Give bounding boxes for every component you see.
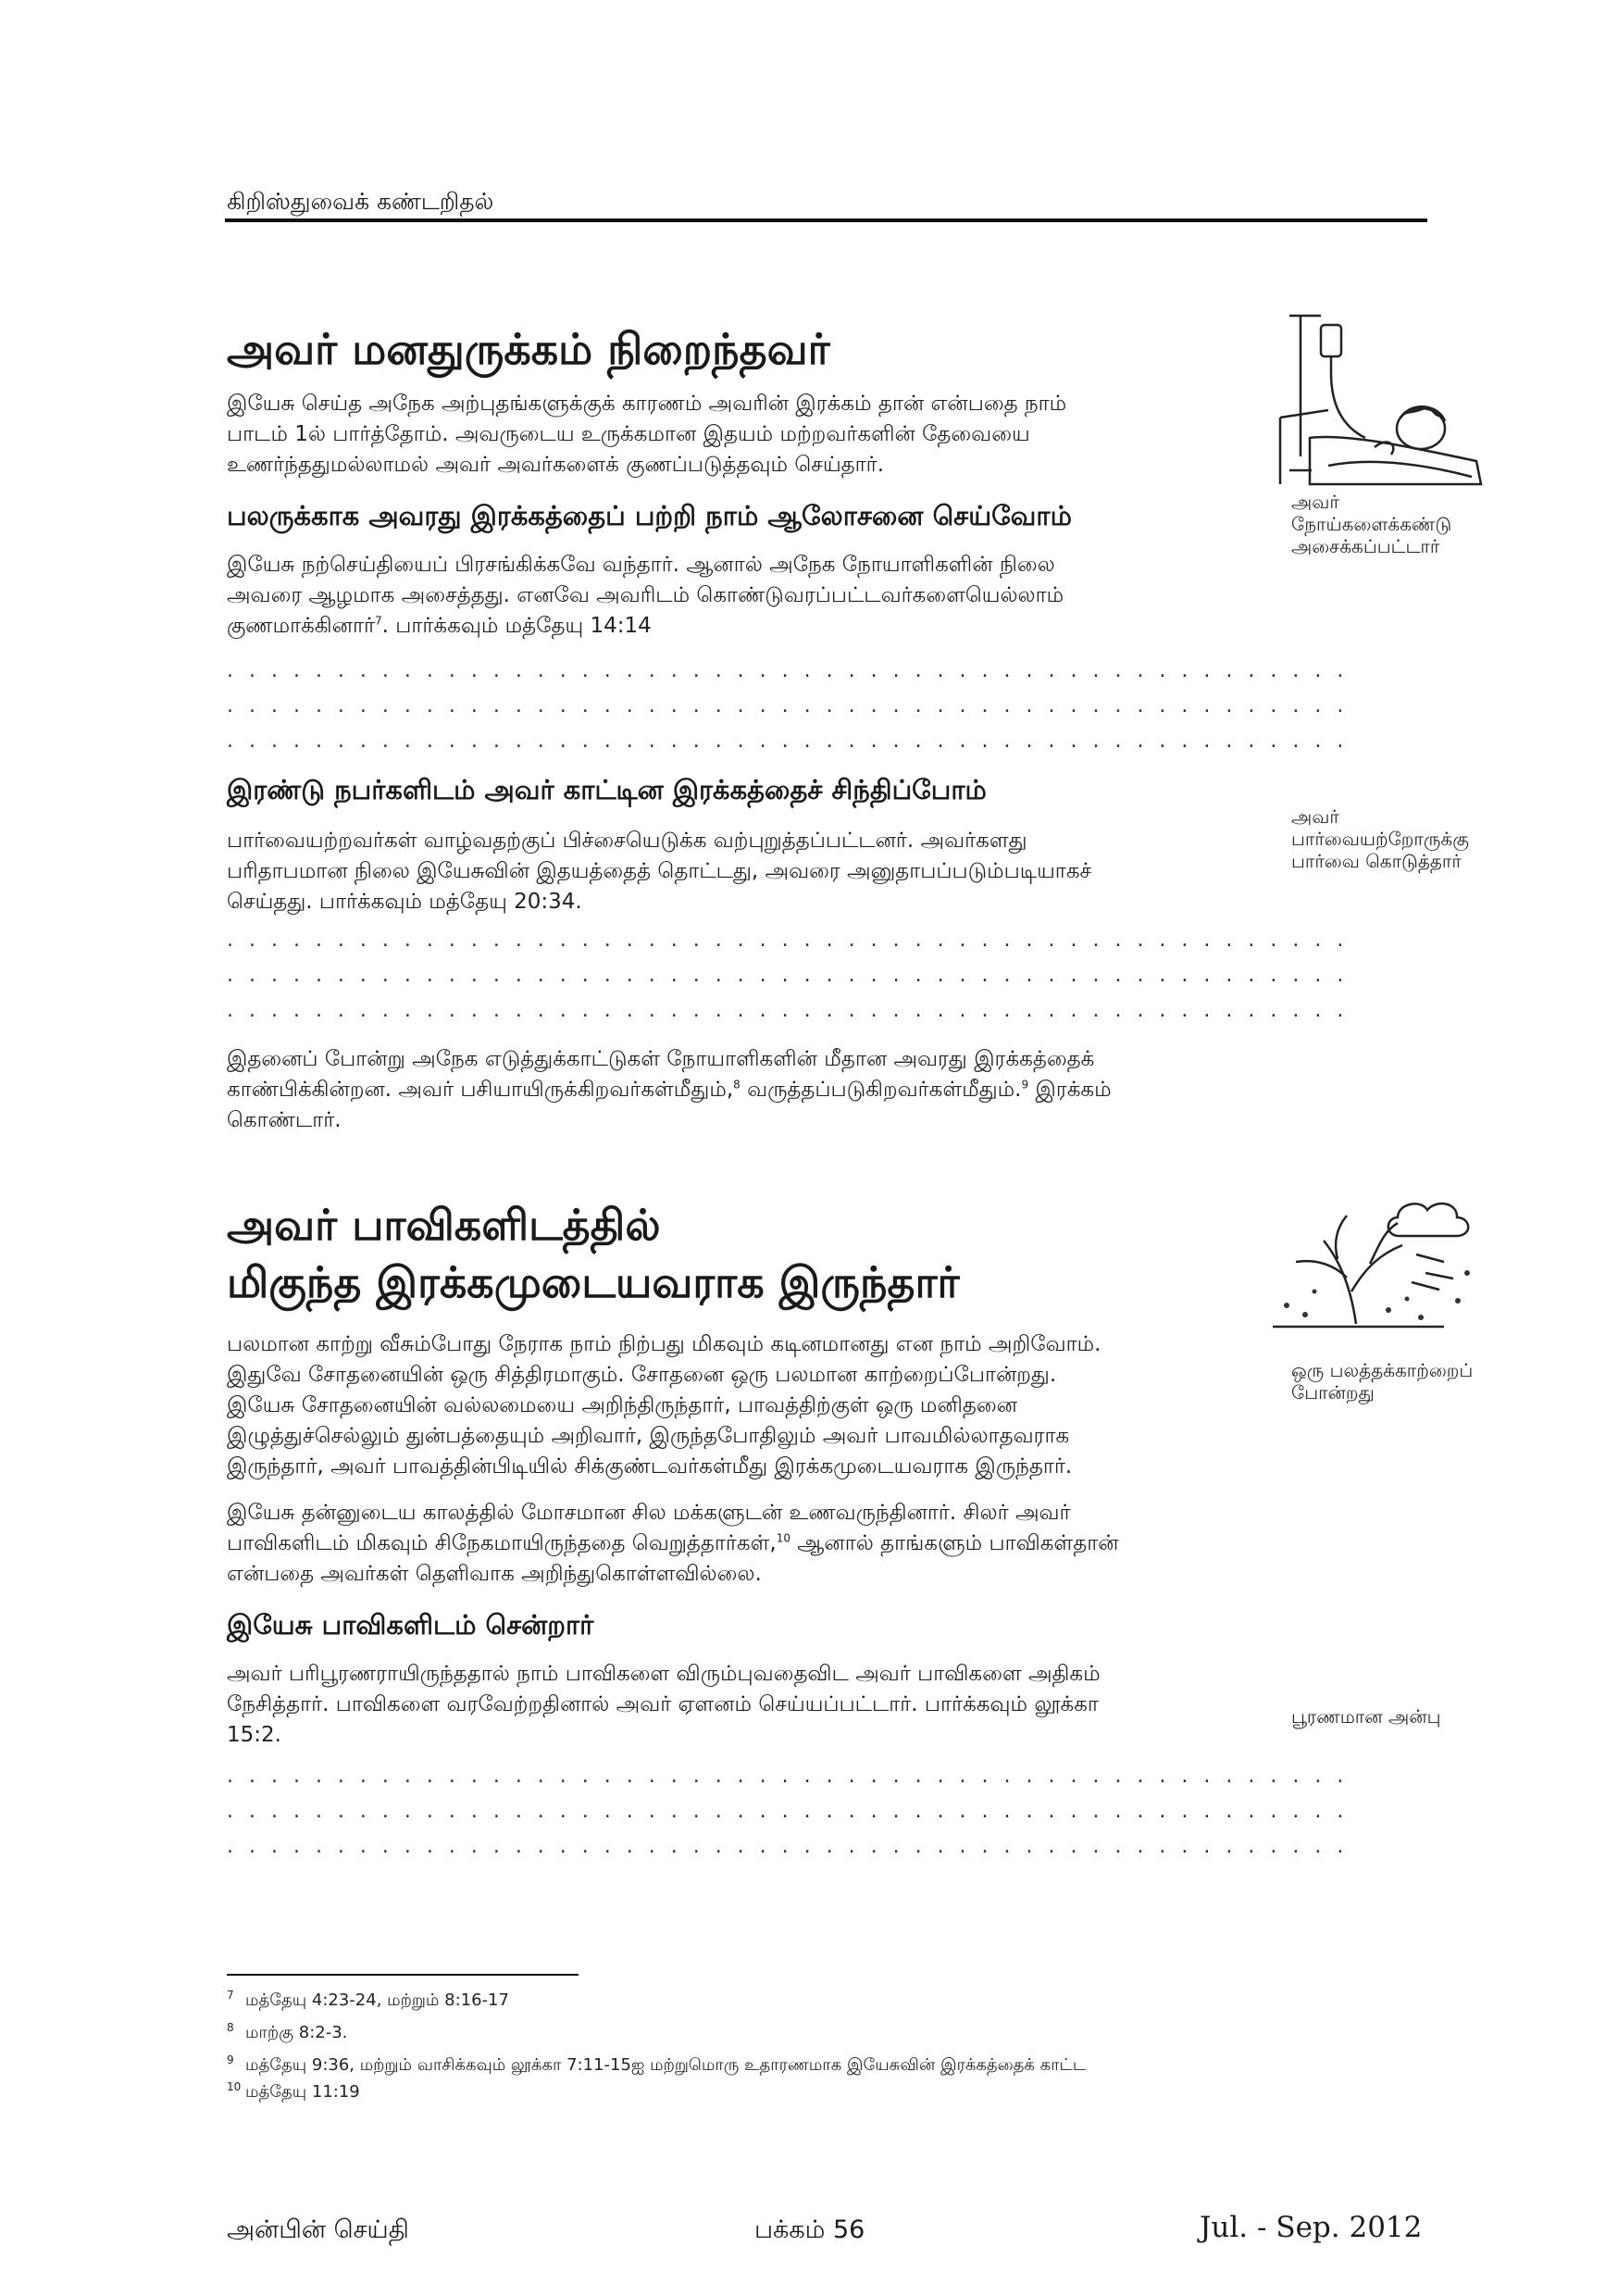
caption-line: நோய்களைக்கண்டு: [1291, 513, 1452, 535]
subheading-sinners: இயேசு பாவிகளிடம் சென்றார்: [227, 1609, 594, 1641]
text-line: உணர்ந்ததுமல்லாமல் அவர் அவர்களைக் குணப்படுத்தவும் செய்தார்.: [227, 453, 885, 477]
answer-line: . . . . . . . . . . . . . . . . . . . . . . . . . . . . . . . . . . . . . . . . . . . . . . . . . . .: [227, 1835, 1349, 1858]
caption-line: பார்வையற்றோருக்கு: [1291, 828, 1469, 850]
text-line: என்பதை அவர்கள் தெளிவாக அறிந்துகொள்ளவில்லை.: [227, 1562, 762, 1586]
caption-line: அவர்: [1291, 491, 1339, 513]
footnote-number: 10: [227, 2080, 242, 2093]
text-line: பரிதாபமான நிலை இயேசுவின் இதயத்தைத் தொட்டது, அவரை அனுதாபப்படும்படியாகச்: [227, 859, 1092, 883]
answer-line: . . . . . . . . . . . . . . . . . . . . . . . . . . . . . . . . . . . . . . . . . . . . . . . . . . .: [227, 964, 1349, 987]
footnote-text: மத்தேயு 9:36, மற்றும் வாசிக்கவும் லூக்கா 7:11-15ஐ மற்றுமொரு உதாரணமாக இயேசுவின் இரக்கத்தைக் காட்ட: [245, 2055, 1087, 2075]
section1-intro: [227, 389, 1245, 480]
text-fragment: இரக்கம்: [1028, 1078, 1112, 1102]
text-line: கொண்டார்.: [227, 1108, 342, 1132]
section1-title: அவர் மனதுருக்கம் நிறைந்தவர்: [227, 324, 830, 374]
footnote-ref: 9: [1021, 1078, 1029, 1092]
footnote-8: [227, 2016, 347, 2044]
header-rule: [225, 218, 1427, 222]
text-line: செய்தது. பார்க்கவும் மத்தேயு 20:34.: [227, 890, 582, 914]
answer-line: . . . . . . . . . . . . . . . . . . . . . . . . . . . . . . . . . . . . . . . . . . . . . . . . . . .: [227, 659, 1349, 682]
text-line: அவர் பரிபூரணராயிருந்ததால் நாம் பாவிகளை விரும்புவதைவிட அவர் பாவிகளை அதிகம்: [227, 1662, 1101, 1686]
footnote-text: மத்தேயு 11:19: [245, 2082, 360, 2102]
text-fragment: காண்பிக்கின்றன. அவர் பசியாயிருக்கிறவர்கள்மீதும்,: [227, 1078, 734, 1102]
footnote-number: 7: [227, 1989, 234, 2002]
caption-line: பார்வை கொடுத்தார்: [1291, 850, 1462, 872]
footnote-rule: [227, 1974, 579, 1976]
answer-line: . . . . . . . . . . . . . . . . . . . . . . . . . . . . . . . . . . . . . . . . . . . . . . . . . . .: [227, 1800, 1349, 1823]
text-line: இயேசு செய்த அநேக அற்புதங்களுக்குக் காரணம் அவரின் இரக்கம் தான் என்பதை நாம்: [227, 392, 1067, 416]
sinners-paragraph: [227, 1659, 1245, 1751]
text-line: பார்வையற்றவர்கள் வாழ்வதற்குப் பிச்சையெடுக்க வற்புறுத்தப்பட்டனர். அவர்களது: [227, 829, 1027, 853]
footer-page-number: பக்கம் 56: [754, 2215, 865, 2244]
text-line: [227, 1529, 1245, 1559]
text-line: அவரை ஆழமாக அசைத்தது. எனவே அவரிடம் கொண்டுவரப்பட்டவர்களையெல்லாம்: [227, 583, 1064, 607]
text-fragment: ஆனால் தாங்களும் பாவிகள்தான்: [790, 1531, 1119, 1555]
answer-line: . . . . . . . . . . . . . . . . . . . . . . . . . . . . . . . . . . . . . . . . . . . . . . . . . . .: [227, 999, 1349, 1022]
sick-bed-illustration-icon: [1273, 308, 1486, 493]
footnote-ref: 10: [776, 1531, 790, 1545]
text-line: இதுவே சோதனையின் ஒரு சித்திரமாகும். சோதனை ஒரு பலமான காற்றைப்போன்றது.: [227, 1363, 1057, 1387]
caption-sick: [1291, 491, 1532, 557]
footnote-number: 9: [227, 2053, 234, 2066]
footnote-9: [227, 2049, 1086, 2077]
windy-tree-illustration-icon: [1259, 1190, 1490, 1338]
section2-paragraph2: [227, 1498, 1245, 1590]
text-line: நேசித்தார். பாவிகளை வரவேற்றதினால் அவர் ஏளனம் செய்யப்பட்டார். பார்க்கவும் லூக்கா: [227, 1692, 1099, 1716]
text-line: [227, 611, 1245, 642]
section2-title-line1: அவர் பாவிகளிடத்தில்: [227, 1200, 661, 1250]
running-header: கிறிஸ்துவைக் கண்டறிதல்: [227, 188, 494, 215]
text-fragment: . பார்க்கவும் மத்தேயு 14:14: [381, 614, 652, 638]
footnote-number: 8: [227, 2021, 234, 2034]
footnote-text: மாற்கு 8:2-3.: [245, 2023, 348, 2042]
text-fragment: குணமாக்கினார்: [227, 614, 375, 638]
text-line: பலமான காற்று வீசும்போது நேராக நாம் நிற்பது மிகவும் கடினமானது என நாம் அறிவோம்.: [227, 1332, 1101, 1356]
text-line: [227, 1075, 1245, 1105]
caption-wind: [1291, 1359, 1532, 1404]
footnote-ref: 7: [375, 614, 382, 628]
text-line: இயேசு நற்செய்தியைப் பிரசங்கிக்கவே வந்தார். ஆனால் அநேக நோயாளிகளின் நிலை: [227, 553, 1055, 577]
text-fragment: வருத்தப்படுகிறவர்கள்மீதும்.: [740, 1078, 1022, 1102]
text-line: பாடம் 1ல் பார்த்தோம். அவருடைய உருக்கமான இதயம் மற்றவர்களின் தேவையை: [227, 422, 1030, 446]
answer-line: . . . . . . . . . . . . . . . . . . . . . . . . . . . . . . . . . . . . . . . . . . . . . . . . . . .: [227, 929, 1349, 952]
text-line: இயேசு தன்னுடைய காலத்தில் மோசமான சில மக்களுடன் உணவருந்தினார். சிலர் அவர்: [227, 1501, 1071, 1525]
caption-blind: [1291, 805, 1532, 872]
footer-issue-date: Jul. - Sep. 2012: [1200, 2211, 1423, 2244]
caption-line: ஒரு பலத்தக்காற்றைப்: [1291, 1359, 1474, 1381]
text-line: இருந்தார், அவர் பாவத்தின்பிடியில் சிக்குண்டவர்கள்மீது இரக்கமுடையவராக இருந்தார்.: [227, 1454, 1073, 1479]
sub2-paragraph: [227, 826, 1245, 917]
section2-title-line2: மிகுந்த இரக்கமுடையவராக இருந்தார்: [227, 1257, 960, 1307]
footer-publication: அன்பின் செய்தி: [227, 2215, 409, 2244]
caption-line: போன்றது: [1291, 1381, 1375, 1404]
text-line: 15:2.: [227, 1723, 281, 1747]
answer-line: . . . . . . . . . . . . . . . . . . . . . . . . . . . . . . . . . . . . . . . . . . . . . . . . . . .: [227, 730, 1349, 753]
answer-line: . . . . . . . . . . . . . . . . . . . . . . . . . . . . . . . . . . . . . . . . . . . . . . . . . . .: [227, 1765, 1349, 1788]
caption-line: அசைக்கப்பட்டார்: [1291, 535, 1440, 557]
text-line: இயேசு சோதனையின் வல்லமையை அறிந்திருந்தார், பாவத்திற்குள் ஒரு மனிதனை: [227, 1393, 1017, 1417]
footnote-7: [227, 1984, 509, 2012]
answer-line: . . . . . . . . . . . . . . . . . . . . . . . . . . . . . . . . . . . . . . . . . . . . . . . . . . .: [227, 694, 1349, 718]
subheading-two-people: இரண்டு நபர்களிடம் அவர் காட்டின இரக்கத்தைச் சிந்திப்போம்: [227, 774, 987, 805]
text-fragment: பாவிகளிடம் மிகவும் சிநேகமாயிருந்ததை வெறுத்தார்கள்,: [227, 1531, 777, 1555]
footnote-ref: 8: [733, 1078, 741, 1092]
caption-line: அவர்: [1291, 805, 1339, 828]
subheading-many: பலருக்காக அவரது இரக்கத்தைப் பற்றி நாம் ஆலோசனை செய்வோம்: [227, 500, 1072, 531]
text-line: இழுத்துச்செல்லும் துன்பத்தையும் அறிவார், இருந்தபோதிலும் அவர் பாவமில்லாதவராக: [227, 1424, 1070, 1448]
footnote-10: [227, 2076, 360, 2103]
section2-paragraph1: [227, 1329, 1245, 1482]
footnote-text: மத்தேயு 4:23-24, மற்றும் 8:16-17: [245, 1990, 509, 2010]
sub1-paragraph: [227, 550, 1245, 642]
caption-love: பூரணமான அன்பு: [1291, 1705, 1441, 1728]
text-line: இதனைப் போன்று அநேக எடுத்துக்காட்டுகள் நோயாளிகளின் மீதான அவரது இரக்கத்தைக்: [227, 1047, 1095, 1071]
section1-closing: [227, 1044, 1245, 1136]
